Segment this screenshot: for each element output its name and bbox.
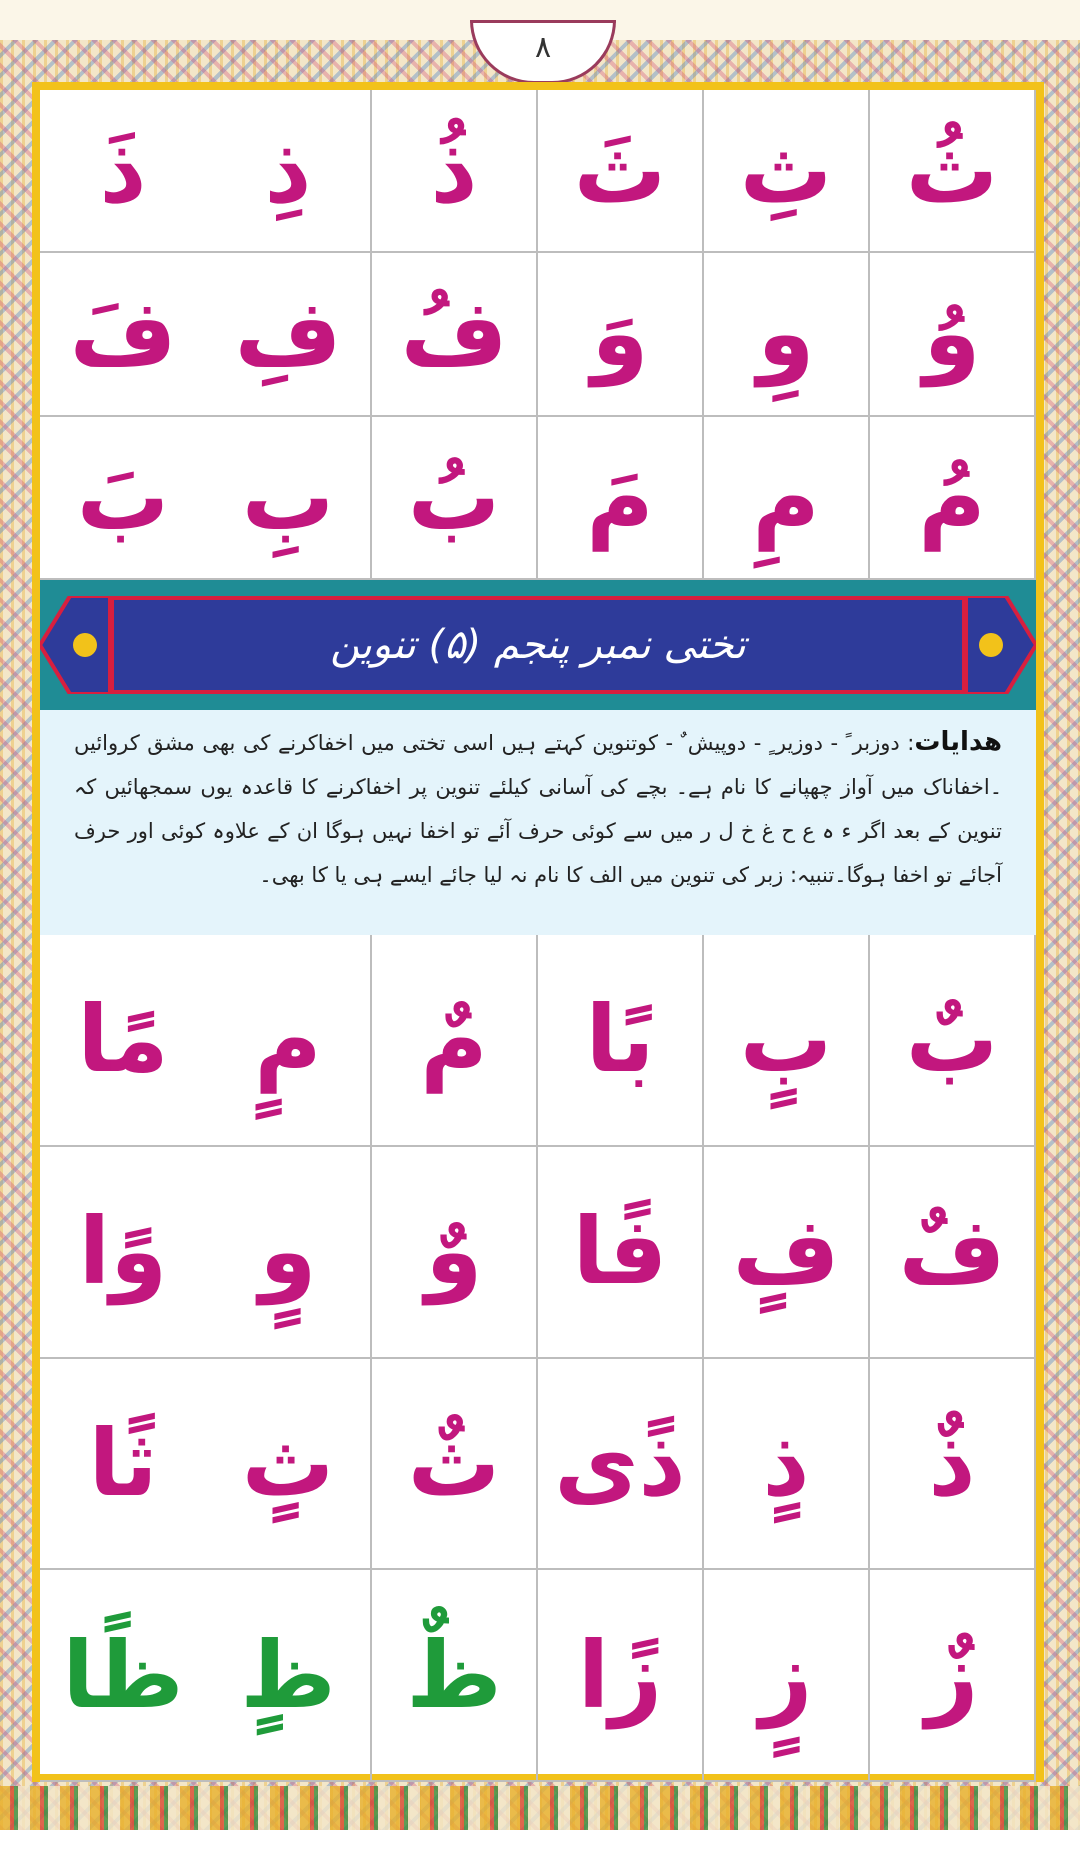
banner-right-ornament [966,596,1036,694]
letter-cell: مٍ [206,935,372,1147]
letter-cell: وَ [538,253,704,416]
letter-cell: ثُ [870,90,1036,253]
letter-cell: بُ [372,417,538,580]
letter-cell: فٍ [704,1147,870,1359]
letter-cell: بًا [538,935,704,1147]
letter-cell: فِ [206,253,372,416]
letter-cell: فَ [40,253,206,416]
letter-cell: فُ [372,253,538,416]
letter-cell: وُ [870,253,1036,416]
letter-cell: ذِ [206,90,372,253]
letter-cell: بِ [206,417,372,580]
letter-cell: وِ [704,253,870,416]
letter-cell: بَ [40,417,206,580]
instructions-paragraph [74,720,1002,897]
letter-cell: مًا [40,935,206,1147]
letter-cell: زٍ [704,1570,870,1782]
letter-cell: ذٌ [870,1359,1036,1571]
lesson-title: تختی نمبر پنجم (۵) تنوین [330,622,746,668]
letter-cell: ذَ [40,90,206,253]
letter-cell: بٍ [704,935,870,1147]
letter-cell: وٌ [372,1147,538,1359]
letter-cell: ثِ [704,90,870,253]
letter-cell: ذًى [538,1359,704,1571]
letter-cell: وٍ [206,1147,372,1359]
banner-title-box [110,596,966,694]
tanween-grid [40,935,1036,1782]
letter-cell: وًا [40,1147,206,1359]
letter-cell: ثٌ [372,1359,538,1571]
bottom-ornament [0,1786,1080,1830]
letter-cell: ثٍ [206,1359,372,1571]
letter-cell: فًا [538,1147,704,1359]
bottom-strip [0,1830,1080,1849]
page-content [32,82,1044,1782]
letter-cell: ذٍ [704,1359,870,1571]
letter-cell: فٌ [870,1147,1036,1359]
letter-cell: زًا [538,1570,704,1782]
banner-left-ornament [40,596,110,694]
instructions-label: هدایات [914,727,1002,757]
letter-cell: مَ [538,417,704,580]
letter-cell: بٌ [870,935,1036,1147]
letter-cell: ثَ [538,90,704,253]
letter-cell: مِ [704,417,870,580]
letter-cell: ظًا [40,1570,206,1782]
fatha-kasra-damma-grid [40,90,1036,580]
instructions-box [40,710,1036,935]
lesson-banner [40,580,1036,710]
letter-cell: زٌ [870,1570,1036,1782]
letter-cell: ظٌ [372,1570,538,1782]
letter-cell: مُ [870,417,1036,580]
letter-cell: ذُ [372,90,538,253]
page-number: ٨ [470,20,616,84]
letter-cell: ثًا [40,1359,206,1571]
instructions-text: : دوزبر ً - دوزیر ٍ - دوپیش ٌ - کوتنوین کہتے ہیں اسی تختی میں اخفاکرنے کی بھی مشق کروائیں ۔اخفاناک میں آواز چھپانے کا نام ہے۔ بچے کی آسانی کیلئے تنوین پر اخفاکرنے کا قاعدہ یوں سمجھائیں کہ تنوین کے بعد اگر ء ہ ع ح غ خ ل ر میں سے کوئی حرف آئے تو اخفا نہیں ہوگا ان کے علاوہ کوئی اور حرف آجائے تو اخفا ہوگا۔تنبیہ: زبر کی تنوین میں الف کا نام نہ لیا جائے ایسے ہی یا کا بھی۔ [74,731,1002,887]
letter-cell: ظٍ [206,1570,372,1782]
letter-cell: مٌ [372,935,538,1147]
